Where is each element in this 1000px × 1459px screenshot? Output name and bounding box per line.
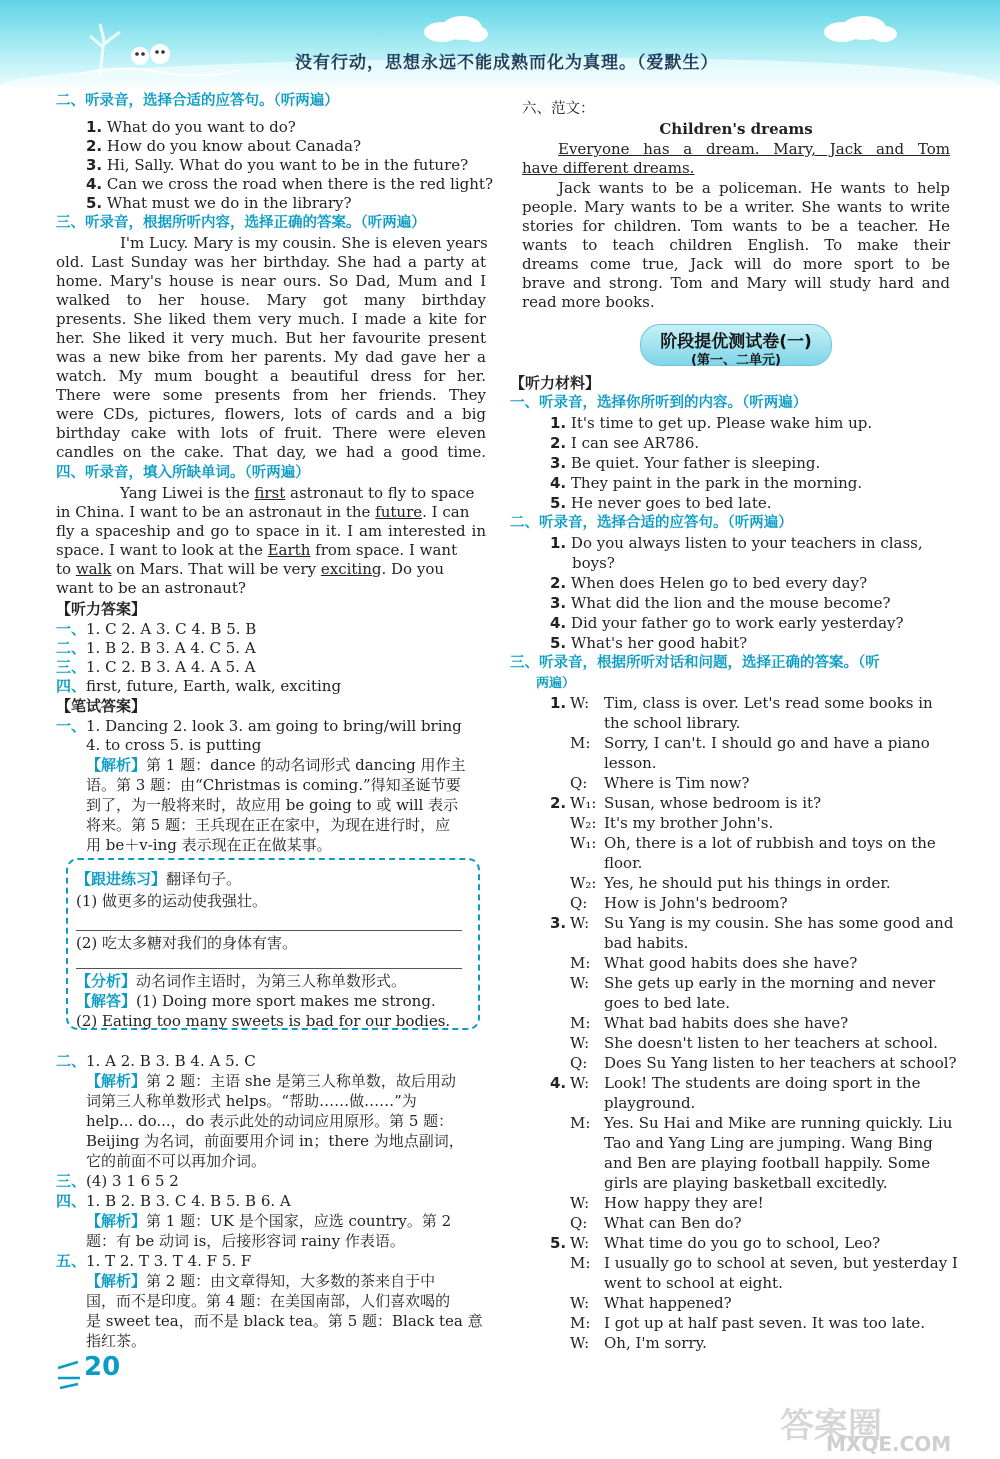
speaker-label: M:: [570, 1014, 591, 1032]
passage-line: fly a spaceship and go to space in it. I am interested in: [56, 522, 486, 540]
dialogue-text: Yes, he should put his things in order.: [604, 874, 891, 892]
test-subtitle: (第一、二单元): [691, 353, 781, 368]
page-number: 20: [84, 1352, 121, 1382]
list-item: 1. Do you always listen to your teachers in class,: [550, 534, 923, 552]
solution-line: (2) Eating too many sweets is bad for our bodies.: [76, 1012, 451, 1030]
dialogue-text: Susan, whose bedroom is it?: [604, 794, 822, 812]
section-heading: 六、范文：: [522, 101, 595, 117]
speaker-label: W:: [570, 1294, 590, 1312]
dialogue-number: 3.: [550, 914, 567, 932]
essay-line: wants to teach children English. To make their: [522, 236, 950, 254]
dialogue-text: bad habits.: [604, 934, 689, 952]
explanation-line: 国，而不是印度。第 4 题：在美国南部，人们喜欢喝的: [86, 1292, 451, 1310]
list-item: 4. Did your father go to work early yesterday?: [550, 614, 904, 632]
dialogue-number: 2.: [550, 794, 567, 812]
passage-line: her. She liked it very much. But her favourite present: [56, 329, 486, 347]
dialogue-text: Sorry, I can't. I should go and have a piano: [604, 734, 930, 752]
essay-line: brave and strong. Tom and Mary will study hard and: [522, 274, 950, 292]
speaker-label: M:: [570, 954, 591, 972]
practice-question: (1) 做更多的运动使我强壮。: [76, 892, 268, 910]
solution-line: 【解答】(1) Doing more sport makes me strong.: [76, 992, 436, 1010]
speaker-label: Q:: [570, 894, 588, 912]
section-heading: 两遍）: [536, 676, 576, 691]
list-item: 1. What do you want to do?: [86, 118, 296, 136]
explanation-line: 【解析】第 2 题：由文章得知，大多数的茶来自于中: [86, 1272, 436, 1290]
list-item: 1. It's time to get up. Please wake him up.: [550, 414, 873, 432]
essay-line: stories for children. Tom wants to be a teacher. He: [522, 217, 950, 235]
speaker-label: M:: [570, 1314, 591, 1332]
essay-line: Everyone has a dream. Mary, Jack and Tom: [558, 140, 950, 158]
explanation-line: 【解析】第 1 题：dance 的动名词形式 dancing 用作主: [86, 756, 466, 774]
explanation-line: 语。第 3 题：由“Christmas is coming.”得知圣诞节要: [86, 776, 461, 794]
explanation-line: help... do...，do 表示此处的动词应用原形。第 5 题：: [86, 1112, 454, 1130]
dialogue-text: lesson.: [604, 754, 657, 772]
essay-line: read more books.: [522, 293, 655, 311]
passage-line: home. Mary's house is near ours. So Dad, Mum and I: [56, 272, 486, 290]
answer-row: 四、1. B 2. B 3. C 4. B 5. B 6. A: [56, 1192, 291, 1210]
passage-line: want to be an astronaut?: [56, 579, 246, 597]
speaker-label: W:: [570, 1334, 590, 1352]
dialogue-text: How happy they are!: [604, 1194, 764, 1212]
speaker-label: W:: [570, 914, 590, 932]
passage-line: space. I want to look at the Earth from space. I want: [56, 541, 458, 559]
essay-line: have different dreams.: [522, 159, 695, 177]
list-item-continued: boys?: [572, 554, 615, 572]
dialogue-text: It's my brother John's.: [604, 814, 774, 832]
answer-row: 二、1. A 2. B 3. B 4. A 5. C: [56, 1052, 256, 1070]
section-heading: 二、听录音，选择合适的应答句。（听两遍）: [510, 515, 793, 531]
item-text: Can we cross the road when there is the red light?: [106, 175, 493, 193]
speaker-label: W₂:: [570, 814, 597, 832]
dialogue-text: goes to bed late.: [604, 994, 731, 1012]
passage-line: were CDs, pictures, flowers, lots of cards and a big: [56, 405, 486, 423]
page-number-decoration-icon: [56, 1352, 86, 1392]
speaker-label: W:: [570, 974, 590, 992]
speaker-label: W:: [570, 1194, 590, 1212]
dialogue-text: What good habits does she have?: [604, 954, 858, 972]
filled-blank: future: [375, 503, 423, 521]
practice-question: (2) 吃太多糖对我们的身体有害。: [76, 934, 298, 952]
speaker-label: Q:: [570, 774, 588, 792]
passage-line: in China. I want to be an astronaut in the future. I can: [56, 503, 470, 521]
speaker-label: M:: [570, 1254, 591, 1272]
dialogue-text: the school library.: [604, 714, 741, 732]
item-text: What do you want to do?: [106, 118, 296, 136]
list-item: 2. When does Helen go to bed every day?: [550, 574, 868, 592]
passage-line: watch. My mum bought a beautiful dress for her.: [56, 367, 486, 385]
speaker-label: W₂:: [570, 874, 597, 892]
list-item: 5. What must we do in the library?: [86, 194, 352, 212]
item-text: How do you know about Canada?: [106, 137, 362, 155]
test-title: 阶段提优测试卷(一): [660, 332, 812, 352]
dialogue-text: Does Su Yang listen to her teachers at school?: [604, 1054, 957, 1072]
filled-blank: exciting: [320, 560, 382, 578]
speaker-label: W:: [570, 694, 590, 712]
dialogue-text: What happened?: [604, 1294, 732, 1312]
explanation-line: 指红茶。: [86, 1332, 147, 1350]
explanation-line: 将来。第 5 题：王兵现在正在家中，为现在进行时，应: [86, 816, 451, 834]
tree-decoration-icon: [80, 18, 240, 78]
dialogue-text: I got up at half past seven. It was too late.: [604, 1314, 926, 1332]
list-item: 5. What's her good habit?: [550, 634, 748, 652]
speaker-label: W:: [570, 1034, 590, 1052]
answer-row: 4. to cross 5. is putting: [86, 736, 262, 754]
dialogue-text: Tao and Yang Ling are jumping. Wang Bing: [604, 1134, 933, 1152]
dialogue-text: How is John's bedroom?: [604, 894, 788, 912]
answer-blank-line: [76, 930, 462, 931]
answer-row: 五、1. T 2. T 3. T 4. F 5. F: [56, 1252, 252, 1270]
answer-row: 三、1. C 2. B 3. A 4. A 5. A: [56, 658, 256, 676]
list-item: 4. They paint in the park in the morning.: [550, 474, 863, 492]
passage-line: candles on the cake. That day, we had a good time.: [56, 443, 486, 461]
list-item: 3. What did the lion and the mouse become?: [550, 594, 891, 612]
dialogue-text: Where is Tim now?: [604, 774, 750, 792]
speaker-label: W₁:: [570, 834, 597, 852]
dialogue-number: 1.: [550, 694, 567, 712]
explanation-line: 【解析】第 2 题：主语 she 是第三人称单数，故后用动: [86, 1072, 456, 1090]
explanation-line: 它的前面不可以再加介词。: [86, 1152, 267, 1170]
speaker-label: W:: [570, 1074, 590, 1092]
list-item: 3. Be quiet. Your father is sleeping.: [550, 454, 821, 472]
practice-heading: 【跟进练习】翻译句子。: [76, 870, 242, 888]
dialogue-text: Oh, there is a lot of rubbish and toys on the: [604, 834, 936, 852]
section-heading: 一、听录音，选择你所听到的内容。（听两遍）: [510, 395, 808, 411]
analysis-line: 【分析】动名词作主语时，为第三人称单数形式。: [76, 972, 407, 990]
cloud-icon: [420, 14, 490, 44]
speaker-label: M:: [570, 734, 591, 752]
dialogue-number: 4.: [550, 1074, 567, 1092]
dialogue-text: floor.: [604, 854, 643, 872]
cloud-icon: [820, 14, 900, 44]
list-item: 2. How do you know about Canada?: [86, 137, 362, 155]
watermark-url: MXQE.COM: [826, 1432, 952, 1456]
dialogue-text: She gets up early in the morning and never: [604, 974, 936, 992]
section-heading: 四、听录音，填入所缺单词。（听两遍）: [56, 465, 310, 481]
item-text: Hi, Sally. What do you want to be in the future?: [106, 156, 469, 174]
top-banner: [0, 0, 1000, 86]
dialogue-text: I usually go to school at seven, but yesterday I: [604, 1254, 958, 1272]
answers-heading: 【听力答案】: [56, 600, 147, 618]
speaker-label: W:: [570, 1234, 590, 1252]
dialogue-text: What bad habits does she have?: [604, 1014, 849, 1032]
essay-title: Children's dreams: [659, 120, 813, 138]
dialogue-text: Look! The students are doing sport in the: [604, 1074, 921, 1092]
answer-blank-line: [76, 968, 462, 969]
dialogue-text: What can Ben do?: [604, 1214, 742, 1232]
dialogue-text: Tim, class is over. Let's read some books in: [604, 694, 933, 712]
watermark-logo: 答案圈: [780, 1406, 882, 1446]
explanation-line: 是 sweet tea，而不是 black tea。第 5 题：Black tea 意: [86, 1312, 483, 1330]
essay-line: dreams come true, Jack will do more sport to be: [522, 255, 950, 273]
essay-line: people. Mary wants to be a writer. She wants to write: [522, 198, 950, 216]
dialogue-number: 5.: [550, 1234, 567, 1252]
motto-text: 没有行动，思想永远不能成熟而化为真理。（爱默生）: [295, 53, 719, 73]
dialogue-text: Su Yang is my cousin. She has some good and: [604, 914, 954, 932]
passage-line: presents. She liked them very much. I made a kite for: [56, 310, 486, 328]
list-item: 3. Hi, Sally. What do you want to be in the future?: [86, 156, 469, 174]
essay-line: Jack wants to be a policeman. He wants to help: [558, 179, 950, 197]
explanation-line: 【解析】第 1 题：UK 是个国家，应选 country。第 2: [86, 1212, 452, 1230]
passage-line: walked to her house. Mary got many birthday: [56, 291, 486, 309]
answer-row: 二、1. B 2. B 3. A 4. C 5. A: [56, 639, 256, 657]
list-item: 2. I can see AR786.: [550, 434, 700, 452]
item-text: What must we do in the library?: [106, 194, 352, 212]
dialogue-text: Yes. Su Hai and Mike are running quickly. Liu: [604, 1114, 953, 1132]
answer-row: 一、1. Dancing 2. look 3. am going to bring/will bring: [56, 717, 462, 735]
filled-blank: Earth: [267, 541, 311, 559]
speaker-label: Q:: [570, 1214, 588, 1232]
dialogue-text: girls are playing basketball excitedly.: [604, 1174, 888, 1192]
passage-line: I'm Lucy. Mary is my cousin. She is eleven years: [120, 234, 488, 252]
dialogue-text: playground.: [604, 1094, 696, 1112]
passage-line: There were some presents from her friends. They: [56, 386, 486, 404]
answer-row: 一、1. C 2. A 3. C 4. B 5. B: [56, 620, 257, 638]
answer-row: 四、first, future, Earth, walk, exciting: [56, 677, 342, 695]
answer-row: 三、(4) 3 1 6 5 2: [56, 1172, 179, 1190]
passage-line: old. Last Sunday was her birthday. She had a party at: [56, 253, 486, 271]
dialogue-text: What time do you go to school, Leo?: [604, 1234, 881, 1252]
answers-heading: 【笔试答案】: [56, 697, 147, 715]
dialogue-text: went to school at eight.: [604, 1274, 783, 1292]
test-title-badge: [640, 324, 832, 366]
materials-heading: 【听力材料】: [510, 374, 601, 392]
speaker-label: M:: [570, 1114, 591, 1132]
filled-blank: walk: [75, 560, 112, 578]
speaker-label: W₁:: [570, 794, 597, 812]
explanation-line: 题：有 be 动词 is，后接形容词 rainy 作表语。: [86, 1232, 405, 1250]
passage-line: was a new bike from her parents. My dad gave her a: [56, 348, 486, 366]
section-heading: 二、听录音，选择合适的应答句。（听两遍）: [56, 93, 339, 109]
list-item: 5. He never goes to bed late.: [550, 494, 772, 512]
section-heading: 三、听录音，根据所听对话和问题，选择正确的答案。（听: [510, 655, 880, 671]
section-heading: 三、听录音，根据所听内容，选择正确的答案。（听两遍）: [56, 215, 426, 231]
dialogue-text: Oh, I'm sorry.: [604, 1334, 707, 1352]
dialogue-text: and Ben are playing football happily. Some: [604, 1154, 931, 1172]
list-item: 4. Can we cross the road when there is the red light?: [86, 175, 493, 193]
passage-line: Yang Liwei is the first astronaut to fly to space: [120, 484, 475, 502]
dialogue-text: She doesn't listen to her teachers at school.: [604, 1034, 938, 1052]
passage-line: birthday cake with lots of fruit. There were eleven: [56, 424, 486, 442]
explanation-line: 到了，为一般将来时，故应用 be going to 或 will 表示: [86, 796, 459, 814]
explanation-line: Beijing 为名词，前面要用介词 in；there 为地点副词，: [86, 1132, 464, 1150]
explanation-line: 词第三人称单数形式 helps。“帮助……做……”为: [86, 1092, 417, 1110]
filled-blank: first: [254, 484, 286, 502]
passage-line: to walk on Mars. That will be very exciting. Do you: [56, 560, 445, 578]
speaker-label: Q:: [570, 1054, 588, 1072]
explanation-line: 用 be＋v-ing 表示现在正在做某事。: [86, 836, 332, 854]
